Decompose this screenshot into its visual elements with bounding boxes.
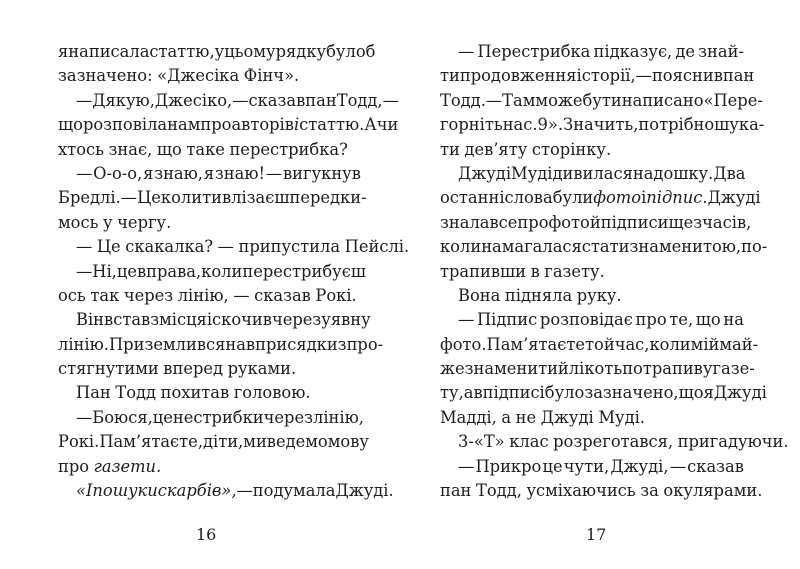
text-line: 3-«Т» клас розреготався, пригадуючи. [458, 432, 789, 452]
text-line: Вона підняла руку. [458, 285, 622, 305]
text-line: Він встав з місця і скочив через уявну [76, 310, 371, 330]
text-line: про газети. [58, 456, 162, 476]
text-line: Пан Тодд похитав головою. [76, 383, 311, 403]
text-line: останні слова були фото і підпис. Джуді [440, 188, 761, 208]
text-line: трапивши в газету. [440, 261, 605, 281]
text-line: — О-о-о, я знаю, я знаю! — вигукнув [76, 163, 361, 183]
text-line: стягнутими вперед руками. [58, 359, 297, 379]
left-page-text [58, 40, 410, 503]
text-line: горніть на с. 9». Значить, потрібно шука- [440, 115, 765, 135]
text-line: — Перестрибка підказує, де знай- [458, 42, 744, 61]
text-line: фото. Пам’ятаєте той час, коли мій май- [440, 334, 759, 354]
text-line: же знаменитий лікоть потрапив у газе- [440, 359, 755, 379]
text-line: пан Тодд, усміхаючись за окулярами. [440, 481, 763, 501]
text-line: що розповіла нам про авторів і статтю. А чи [58, 115, 399, 135]
right-page-number: 17 [586, 525, 607, 544]
text-line: — Ні, це вправа, коли перестрибуєш [76, 261, 366, 281]
right-page-text [440, 40, 789, 503]
text-line: зазначено: «Джесіка Фінч». [58, 66, 300, 86]
right-page [400, 0, 800, 569]
left-page-number: 16 [196, 525, 217, 544]
text-line: лінію. Приземлився навприсядки з про- [58, 334, 384, 354]
text-line: я написала статтю, у цьому рядку було б [58, 42, 376, 61]
text-line: — Дякую, Джесіко, — сказав пан Тодд, — [76, 90, 399, 110]
text-line: — Підпис розповідає про те, що на [458, 310, 744, 330]
text-line: знала все про фото й підписи ще з часів, [440, 212, 752, 232]
text-line: Тодд. — Там може бути написано «Пере- [440, 90, 763, 110]
text-line: коли намагалася стати знаменитою, по- [440, 237, 768, 257]
text-line: ти продовження історії, — пояснив пан [440, 66, 755, 86]
text-line: — Боюся, це не стрибки через лінію, [76, 407, 364, 427]
text-line: ту, а в підписі було зазначено, що я Джуді [440, 383, 767, 403]
text-line: Бредлі. — Це коли ти влізаєш перед ки- [58, 188, 367, 208]
text-line: Мадді, а не Джуді Муді. [440, 407, 645, 427]
text-line: ти дев’яту сторінку. [440, 139, 612, 159]
text-line: хтось знає, що таке перестрибка? [58, 139, 348, 159]
text-line: ось так через лінію, — сказав Рокі. [58, 285, 357, 305]
text-line: Джуді Муді дивилася на дошку. Два [458, 163, 746, 183]
text-line: «І пошуки скарбів», — подумала Джуді. [76, 481, 394, 501]
text-line: Рокі. Пам’ятаєте, діти, ми ведемо мову [58, 432, 369, 452]
text-line: мось у чергу. [58, 212, 172, 232]
text-line: — Прикро це чути, Джуді, — сказав [458, 456, 744, 476]
text-line: — Це скакалка? — припустила Пейслі. [76, 237, 410, 257]
